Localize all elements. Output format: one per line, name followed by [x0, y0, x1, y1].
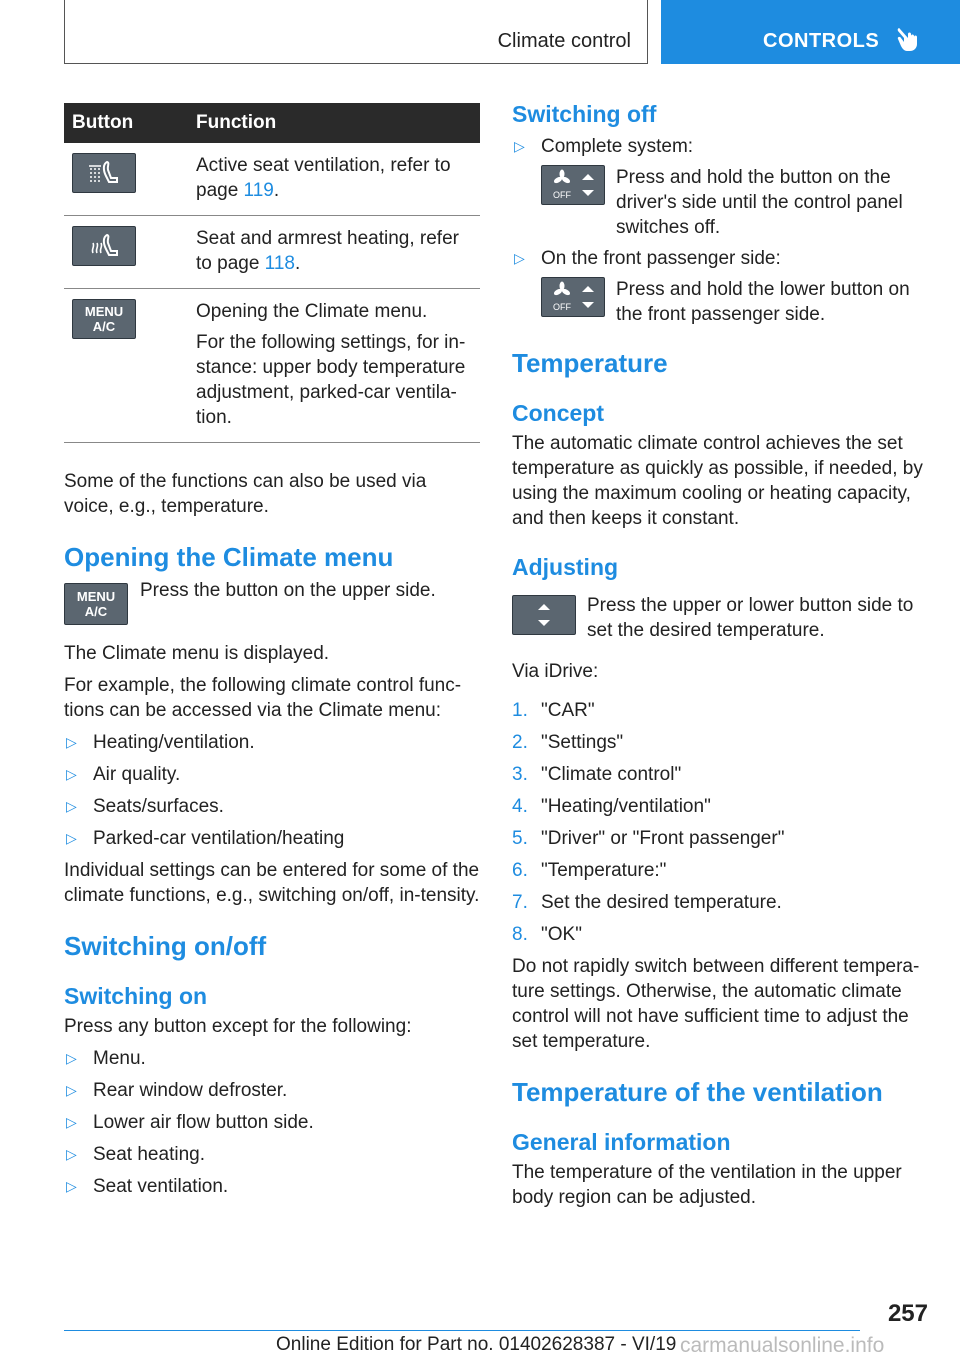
triangle-bullet-icon: ▷: [66, 1082, 77, 1098]
list-item: ▷ Rear window defroster.: [66, 1080, 288, 1101]
heading-concept: Concept: [512, 400, 604, 426]
list-item: ▷ On the front passenger side:: [514, 248, 781, 269]
list-item: ▷ Complete system:: [514, 136, 694, 157]
function-text-end: .: [273, 180, 280, 201]
function-text-detail: For the following settings, for in‐stance: upper body temperature adjustment, parked‐car ventila‐tion.: [196, 332, 466, 428]
via-idrive: Via iDrive:: [512, 661, 599, 682]
open-individual: Individual settings can be entered for some of the climate functions, e.g., switching on/off, in‐tensity.: [64, 860, 480, 906]
footer-edition: Online Edition for Part no. 01402628387 - VI/19: [276, 1334, 677, 1355]
seat-ventilation-icon: [72, 153, 136, 193]
page-link-118[interactable]: 118: [264, 253, 295, 274]
table-row: [64, 143, 480, 216]
off-item2-detail: [541, 277, 932, 327]
ac-label: A/C: [84, 604, 108, 619]
heading-switching-off: Switching off: [512, 101, 657, 127]
triangle-bullet-icon: ▷: [66, 1050, 77, 1066]
open-example: For example, the following climate control func‐tions can be accessed via the Climate menu:: [64, 675, 462, 721]
triangle-bullet-icon: ▷: [514, 250, 525, 266]
left-column: [64, 103, 480, 1199]
triangle-bullet-icon: ▷: [514, 138, 525, 154]
triangle-bullet-icon: ▷: [66, 1114, 77, 1130]
ac-label: A/C: [92, 319, 116, 334]
menu-ac-button-icon: [64, 583, 128, 625]
heading-switching-on-off: Switching on/off: [64, 931, 267, 961]
table-row: [64, 289, 480, 443]
page-link-119[interactable]: 119: [243, 180, 274, 201]
function-text-end: .: [294, 253, 301, 274]
menu-label: MENU: [76, 589, 116, 604]
list-item: ▷ Heating/ventilation.: [66, 732, 255, 753]
triangle-bullet-icon: ▷: [66, 830, 77, 846]
up-down-button-icon: [512, 595, 576, 635]
open-press-row: [64, 580, 480, 627]
list-item: ▷ Seat heating.: [66, 1144, 205, 1165]
header-section-title: Climate control: [497, 30, 631, 52]
right-column: [512, 100, 932, 1210]
footer-divider: [64, 1330, 860, 1331]
off-item1-detail: [541, 165, 932, 240]
heading-general-information: General information: [512, 1129, 731, 1155]
list-item: 2. "Settings": [512, 732, 624, 753]
list-item: ▷ Air quality.: [66, 764, 181, 785]
list-item: 6. "Temperature:": [512, 860, 667, 881]
rapid-switch-note: Do not rapidly switch between different tempera‐ture settings. Otherwise, the automatic climate control will not have sufficient time to adjust the set temperature.: [512, 956, 920, 1052]
pointing-hand-icon: [896, 26, 922, 52]
list-item: ▷ Lower air flow button side.: [66, 1112, 314, 1133]
heading-opening-climate-menu: Opening the Climate menu: [64, 542, 394, 572]
button-function-table: [64, 103, 480, 443]
function-text: Seat and armrest heating, refer to page: [196, 228, 459, 274]
open-press-text: Press the button on the upper side.: [140, 580, 436, 601]
function-text: Opening the Climate menu.: [196, 301, 428, 322]
adjust-text: Press the upper or lower button side to set the desired temperature.: [587, 595, 914, 641]
off-label: OFF: [553, 302, 571, 312]
list-item: 8. "OK": [512, 924, 582, 945]
table-header-button: Button: [64, 103, 188, 143]
adjust-row: [512, 593, 932, 647]
triangle-bullet-icon: ▷: [66, 798, 77, 814]
off-item1-text: Press and hold the button on the driver's side until the control panel switches off.: [616, 167, 903, 238]
heading-temperature: Temperature: [512, 348, 668, 378]
list-item: ▷ Seat ventilation.: [66, 1176, 229, 1197]
list-item: ▷ Parked‐car ventilation/heating: [66, 828, 345, 849]
off-label: OFF: [553, 190, 571, 200]
open-items-list: [64, 730, 480, 851]
heading-adjusting: Adjusting: [512, 554, 619, 580]
off-item2-text: Press and hold the lower button on the front passenger side.: [616, 279, 910, 325]
seat-heating-icon: [72, 226, 136, 266]
triangle-bullet-icon: ▷: [66, 734, 77, 750]
list-item: ▷ Seats/surfaces.: [66, 796, 224, 817]
open-displayed: The Climate menu is displayed.: [64, 643, 330, 664]
header-chapter-tab[interactable]: [661, 0, 960, 64]
voice-intro: Some of the functions can also be used via voice, e.g., temperature.: [64, 471, 427, 517]
list-item: 5. "Driver" or "Front passenger": [512, 828, 785, 849]
heading-switching-on: Switching on: [64, 983, 208, 1009]
table-row: [64, 216, 480, 289]
concept-text: The automatic climate control achieves the set temperature as quickly as possible, if needed, by using the maximum cooling or heating capacity, and then keeps it constant.: [512, 433, 923, 529]
fan-off-button-icon: [541, 165, 605, 205]
function-text: Active seat ventilation, refer to page: [196, 155, 451, 201]
steps-list: [512, 698, 932, 947]
menu-label: MENU: [84, 304, 124, 319]
header-left-box: [64, 0, 648, 64]
list-item: 7. Set the desired temperature.: [512, 892, 782, 913]
list-item: 4. "Heating/ventilation": [512, 796, 711, 817]
page-number: 257: [887, 1300, 928, 1327]
footer-watermark: carmanualsonline.info: [680, 1334, 885, 1357]
heading-temperature-ventilation: Temperature of the ventilation: [512, 1077, 883, 1107]
fan-off-button-icon: [541, 277, 605, 317]
triangle-bullet-icon: ▷: [66, 1146, 77, 1162]
on-items-list: [64, 1046, 480, 1199]
list-item: 3. "Climate control": [512, 764, 682, 785]
menu-ac-button-icon: [72, 299, 136, 339]
table-header-function: Function: [188, 103, 480, 143]
triangle-bullet-icon: ▷: [66, 766, 77, 782]
list-item: ▷ Menu.: [66, 1048, 146, 1069]
on-text: Press any button except for the following:: [64, 1016, 412, 1037]
list-item: 1. "CAR": [512, 700, 595, 721]
triangle-bullet-icon: ▷: [66, 1178, 77, 1194]
header-chapter-title: CONTROLS: [763, 30, 880, 52]
general-text: The temperature of the ventilation in the upper body region can be adjusted.: [512, 1162, 902, 1208]
